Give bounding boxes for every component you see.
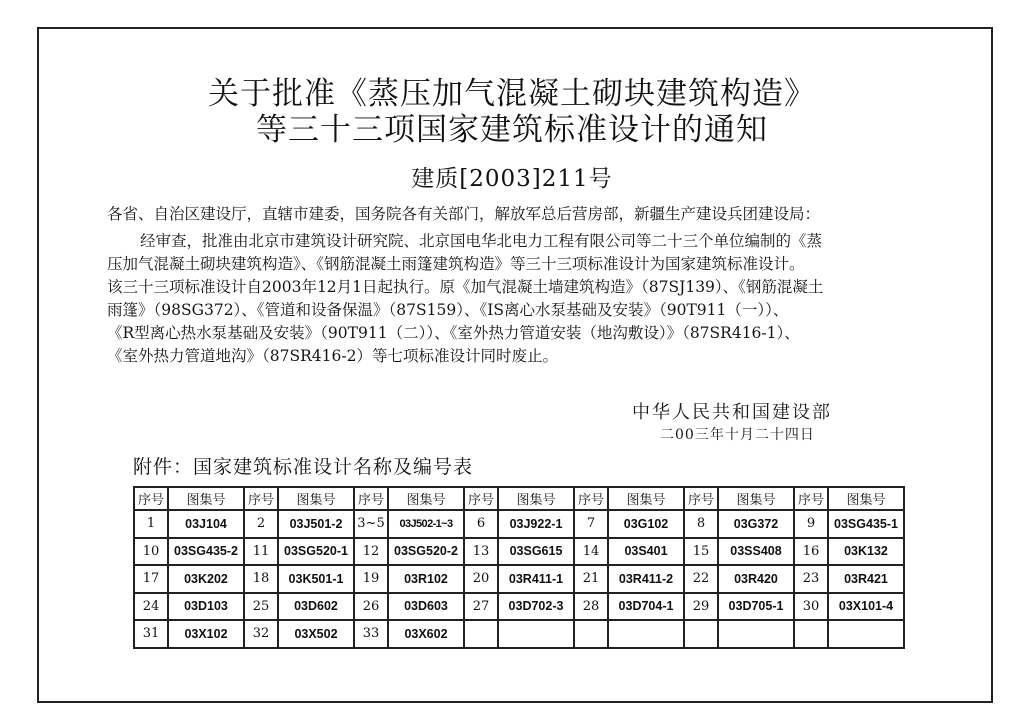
atlas-code-cell: 03SS408	[718, 538, 794, 566]
header-no: 序号	[244, 487, 278, 510]
atlas-code-cell	[498, 620, 574, 648]
atlas-code-cell: 03D103	[168, 593, 244, 621]
serial-number-cell: 30	[794, 593, 828, 621]
serial-number-cell: 22	[684, 565, 718, 593]
table-header-row	[134, 487, 904, 510]
header-code: 图集号	[498, 487, 574, 510]
body-line-6: 《室外热力管道地沟》（87SR416-2）等七项标准设计同时废止。	[107, 347, 558, 365]
table-row	[134, 538, 904, 566]
body-line-1: 经审查，批准由北京市建筑设计研究院、北京国电华北电力工程有限公司等二十三个单位编制的《蒸	[140, 232, 823, 250]
serial-number-cell	[794, 620, 828, 648]
serial-number-cell: 7	[574, 510, 608, 538]
atlas-code-cell: 03X102	[168, 620, 244, 648]
serial-number-cell: 8	[684, 510, 718, 538]
serial-number-cell: 19	[354, 565, 388, 593]
atlas-code-cell: 03D602	[278, 593, 354, 621]
atlas-code-cell: 03K202	[168, 565, 244, 593]
serial-number-cell: 17	[134, 565, 168, 593]
atlas-code-cell: 03SG435-2	[168, 538, 244, 566]
serial-number-cell	[574, 620, 608, 648]
body-line-2: 压加气混凝土砌块建筑构造》、《钢筋混凝土雨篷建筑构造》等三十三项标准设计为国家建筑标准设计。	[107, 255, 805, 273]
body-line-5: 《R型离心热水泵基础及安装》（90T911（二））、《室外热力管道安装（地沟敷设）》（87SR416-1）、	[107, 324, 800, 342]
salutation: 各省、自治区建设厅，直辖市建委，国务院各有关部门，解放军总后营房部，新疆生产建设兵团建设局：	[107, 205, 821, 223]
atlas-code-cell: 03J922-1	[498, 510, 574, 538]
serial-number-cell: 16	[794, 538, 828, 566]
serial-number-cell	[464, 620, 498, 648]
table-row	[134, 593, 904, 621]
notice-title-line1: 关于批准《蒸压加气混凝土砌块建筑构造》	[208, 76, 816, 112]
header-code: 图集号	[278, 487, 354, 510]
atlas-code-cell: 03X602	[388, 620, 464, 648]
serial-number-cell: 24	[134, 593, 168, 621]
header-no: 序号	[464, 487, 498, 510]
header-no: 序号	[794, 487, 828, 510]
atlas-code-cell: 03SG520-1	[278, 538, 354, 566]
serial-number-cell: 26	[354, 593, 388, 621]
table-row	[134, 620, 904, 648]
attachment-title: 附件：国家建筑标准设计名称及编号表	[133, 456, 474, 478]
atlas-code-cell: 03R102	[388, 565, 464, 593]
atlas-code-cell: 03D705-1	[718, 593, 794, 621]
atlas-code-cell: 03R411-2	[608, 565, 684, 593]
atlas-code-cell: 03X101-4	[828, 593, 904, 621]
atlas-code-cell: 03S401	[608, 538, 684, 566]
atlas-code-cell: 03SG615	[498, 538, 574, 566]
header-no: 序号	[684, 487, 718, 510]
serial-number-cell: 10	[134, 538, 168, 566]
atlas-code-cell: 03R421	[828, 565, 904, 593]
serial-number-cell: 15	[684, 538, 718, 566]
serial-number-cell: 14	[574, 538, 608, 566]
serial-number-cell: 31	[134, 620, 168, 648]
atlas-code-cell: 03X502	[278, 620, 354, 648]
atlas-code-cell: 03K501-1	[278, 565, 354, 593]
serial-number-cell: 28	[574, 593, 608, 621]
atlas-code-cell: 03R411-1	[498, 565, 574, 593]
issuer-signature: 中华人民共和国建设部	[632, 402, 832, 423]
serial-number-cell: 2	[244, 510, 278, 538]
serial-number-cell: 33	[354, 620, 388, 648]
standards-table	[133, 486, 905, 649]
header-code: 图集号	[388, 487, 464, 510]
header-code: 图集号	[828, 487, 904, 510]
serial-number-cell: 11	[244, 538, 278, 566]
serial-number-cell: 13	[464, 538, 498, 566]
serial-number-cell: 6	[464, 510, 498, 538]
serial-number-cell: 23	[794, 565, 828, 593]
serial-number-cell: 3~5	[354, 510, 388, 538]
atlas-code-cell: 03R420	[718, 565, 794, 593]
serial-number-cell: 20	[464, 565, 498, 593]
issue-date: 二00三年十月二十四日	[660, 427, 815, 443]
serial-number-cell: 9	[794, 510, 828, 538]
serial-number-cell: 1	[134, 510, 168, 538]
serial-number-cell: 27	[464, 593, 498, 621]
atlas-code-cell: 03K132	[828, 538, 904, 566]
atlas-code-cell: 03D702-3	[498, 593, 574, 621]
header-code: 图集号	[608, 487, 684, 510]
serial-number-cell: 29	[684, 593, 718, 621]
header-no: 序号	[574, 487, 608, 510]
body-line-4: 雨篷》（98SG372）、《管道和设备保温》（87S159）、《IS离心水泵基础及安装》（90T911（一））、	[107, 301, 789, 319]
atlas-code-cell: 03D704-1	[608, 593, 684, 621]
body-line-3: 该三十三项标准设计自2003年12月1日起执行。原《加气混凝土墙建筑构造》（87SJ139）、《钢筋混凝土	[107, 278, 824, 296]
serial-number-cell: 32	[244, 620, 278, 648]
atlas-code-cell	[828, 620, 904, 648]
atlas-code-cell: 03J502-1~3	[388, 510, 464, 538]
serial-number-cell: 25	[244, 593, 278, 621]
header-code: 图集号	[718, 487, 794, 510]
serial-number-cell: 18	[244, 565, 278, 593]
serial-number-cell	[684, 620, 718, 648]
serial-number-cell: 12	[354, 538, 388, 566]
header-code: 图集号	[168, 487, 244, 510]
atlas-code-cell: 03D603	[388, 593, 464, 621]
atlas-code-cell: 03J501-2	[278, 510, 354, 538]
atlas-code-cell: 03J104	[168, 510, 244, 538]
notice-title-line2: 等三十三项国家建筑标准设计的通知	[256, 112, 768, 148]
atlas-code-cell	[718, 620, 794, 648]
table-row	[134, 565, 904, 593]
atlas-code-cell: 03G372	[718, 510, 794, 538]
atlas-code-cell: 03SG520-2	[388, 538, 464, 566]
document-number: 建质[2003]211号	[411, 166, 613, 192]
serial-number-cell: 21	[574, 565, 608, 593]
header-no: 序号	[354, 487, 388, 510]
header-no: 序号	[134, 487, 168, 510]
table-row	[134, 510, 904, 538]
atlas-code-cell: 03SG435-1	[828, 510, 904, 538]
atlas-code-cell	[608, 620, 684, 648]
atlas-code-cell: 03G102	[608, 510, 684, 538]
